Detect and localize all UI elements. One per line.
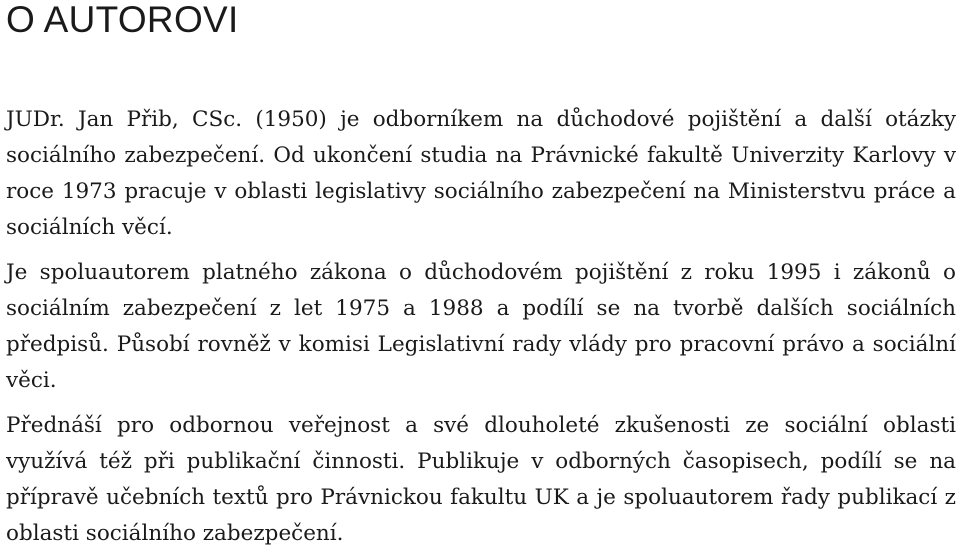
paragraph-legislation: Je spoluautorem platného zákona o důchodovém pojištění z roku 1995 i zákonů o sociálním zabezpečení z let 1975 a 1988 a podílí se na tvorbě dalších sociálních předpisů. Působí rovněž v komisi Legislativní rady vlády pro pracovní právo a sociální věci. bbox=[6, 260, 956, 393]
paragraph-lectures: Přednáší pro odbornou veřejnost a své dlouholeté zkušenosti ze sociální oblasti využívá též při publikační činnosti. Publikuje v odborných časopisech, podílí se na přípravě učebních textů pro Právnickou fakultu UK a je spoluautorem řady publikací z oblasti sociálního zabezpečení. bbox=[6, 413, 956, 546]
about-author-page bbox=[6, 0, 956, 552]
page-title: O AUTOROVI bbox=[6, 0, 239, 40]
paragraph-biography: JUDr. Jan Přib, CSc. (1950) je odborníkem na důchodové pojištění a další otázky sociálního zabezpečení. Od ukončení studia na Právnické fakultě Univerzity Karlovy v roce 1973 pracuje v oblasti legislativy sociálního zabezpečení na Ministerstvu práce a sociálních věcí. bbox=[6, 107, 956, 240]
